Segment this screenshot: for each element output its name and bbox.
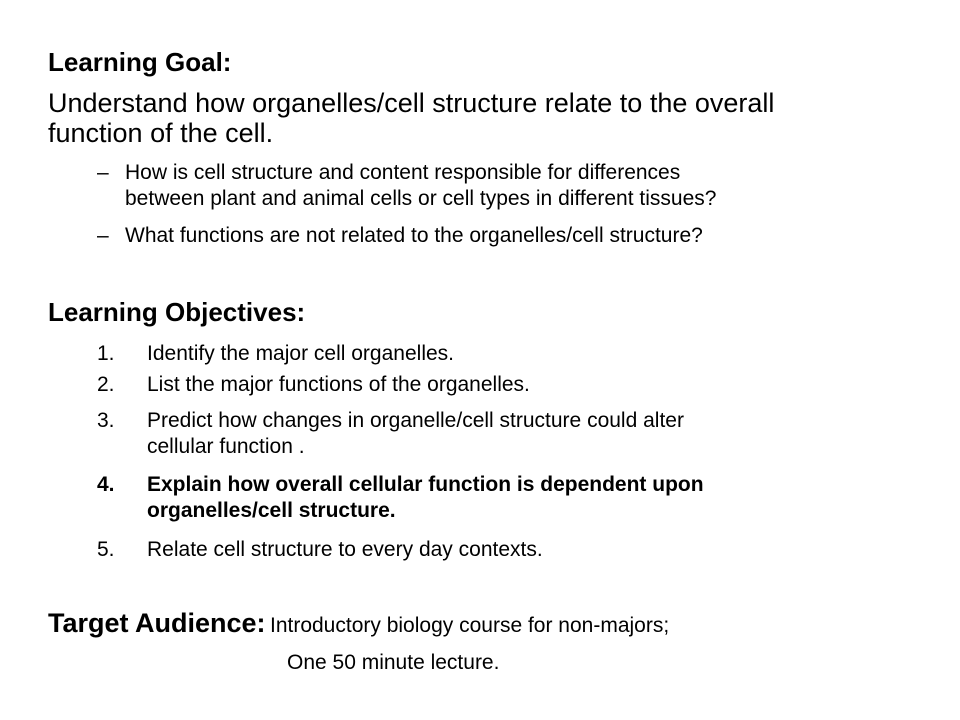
learning-goal-text-line1: Understand how organelles/cell structure relate to the overall [48, 88, 775, 118]
objective-number: 3. [97, 409, 115, 432]
target-audience-text-line1: Introductory biology course for non-majors; [269, 614, 670, 637]
bullet-dash: – [97, 161, 109, 184]
objective-number: 4. [97, 473, 115, 496]
learning-goal-heading: Learning Goal: [48, 47, 232, 77]
objective-4-text-line1: Explain how overall cellular function is dependent upon [147, 473, 704, 496]
goal-bullet-2-line1: What functions are not related to the organelles/cell structure? [125, 224, 703, 247]
objective-number: 2. [97, 373, 115, 396]
target-audience-text-line2: One 50 minute lecture. [287, 651, 500, 674]
target-audience-label: Target Audience: [48, 608, 266, 638]
objective-1-text: Identify the major cell organelles. [147, 342, 454, 365]
objective-3-text-line2: cellular function . [147, 435, 305, 458]
objective-number: 1. [97, 342, 115, 365]
objective-5-text: Relate cell structure to every day contexts. [147, 538, 543, 561]
learning-goal-text-line2: function of the cell. [48, 118, 274, 148]
objective-4-text-line2: organelles/cell structure. [147, 499, 396, 522]
objective-3-text-line1: Predict how changes in organelle/cell structure could alter [147, 409, 684, 432]
goal-bullet-1-line1: How is cell structure and content responsible for differences [125, 161, 681, 184]
objective-2-text: List the major functions of the organelles. [147, 373, 530, 396]
target-audience-line [48, 606, 669, 645]
goal-bullet-1-line2: between plant and animal cells or cell types in different tissues? [125, 187, 717, 210]
bullet-dash: – [97, 224, 109, 247]
objective-number: 5. [97, 538, 115, 561]
learning-objectives-heading: Learning Objectives: [48, 297, 306, 327]
